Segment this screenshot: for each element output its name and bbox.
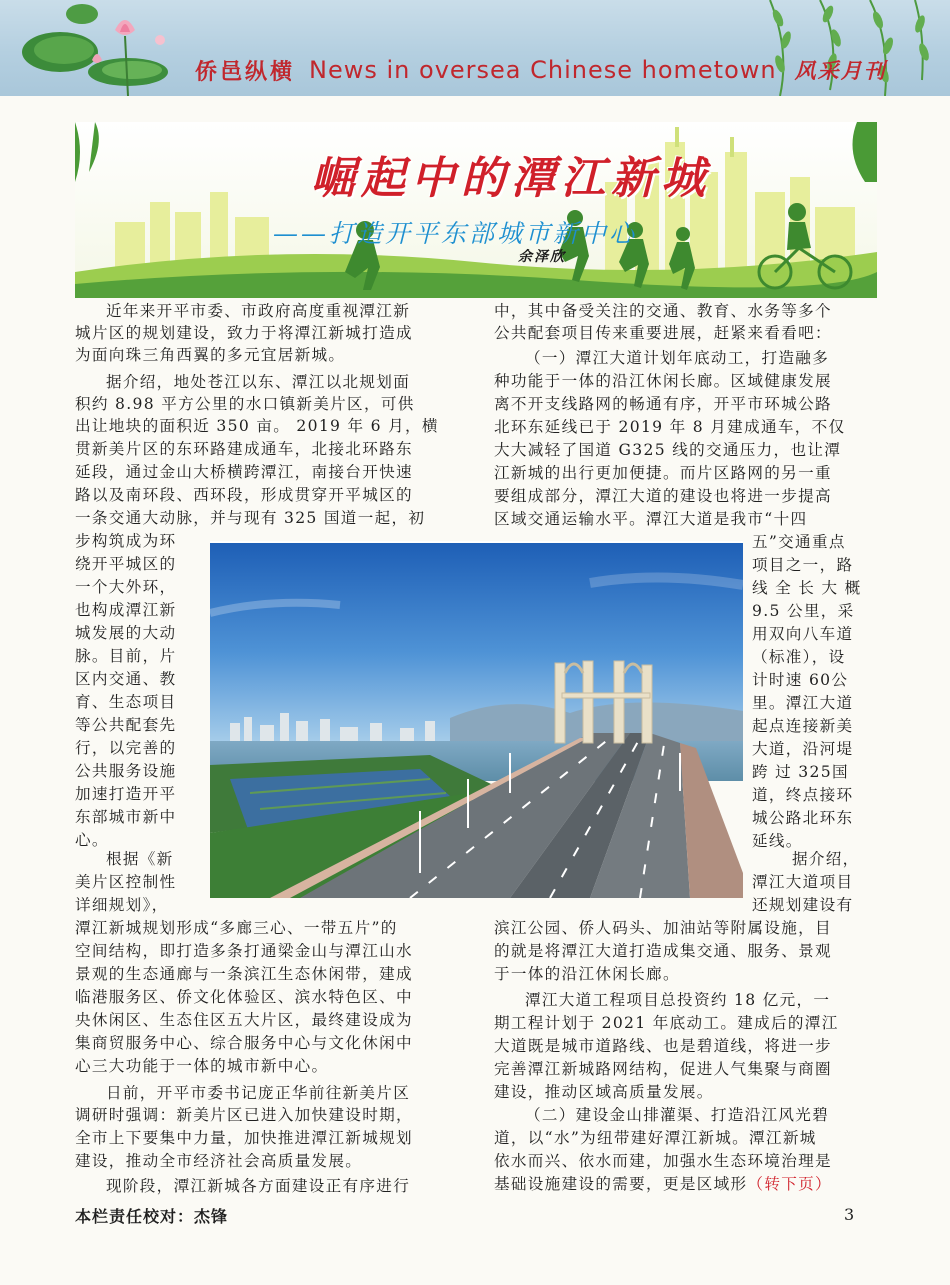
body-text-line: 公共服务设施: [75, 762, 177, 780]
body-text-line: 步构筑成为环: [75, 532, 177, 550]
body-text-line: 延段，通过金山大桥横跨潭江，南接台开快速: [75, 463, 413, 481]
body-text-line: 里。潭江大道: [752, 694, 854, 712]
body-text-line: （二）建设金山排灌渠、打造沿江风光碧: [525, 1106, 830, 1124]
body-text-line: 近年来开平市委、市政府高度重视潭江新: [106, 302, 411, 320]
body-text-line: 计时速 60公: [752, 671, 849, 689]
body-text-line: （标准），设: [752, 648, 846, 666]
column-name-english: News in oversea Chinese hometown: [309, 56, 777, 84]
editor-credit: 本栏责任校对：杰锋: [75, 1207, 229, 1226]
column-name: 侨邑纵横: [195, 59, 296, 85]
article-subtitle: ——打造开平东部城市新中心: [273, 219, 638, 248]
body-text-line: 路以及南环段、西环段，形成贯穿开平城区的: [75, 486, 413, 504]
body-text-line: 临港服务区、侨文化体验区、滨水特色区、中: [75, 988, 413, 1006]
body-text-line: 种功能于一体的沿江休闲长廊。区域健康发展: [494, 372, 832, 390]
body-text-line: 滨江公园、侨人码头、加油站等附属设施，目: [494, 919, 832, 937]
body-text-line: （一）潭江大道计划年底动工，打造融多: [525, 349, 830, 367]
body-text-line: 还规划建设有: [752, 896, 854, 914]
body-text-line: 行，以完善的: [75, 739, 177, 757]
magazine-name: 风采月刊: [794, 59, 887, 83]
body-text-line: 城片区的规划建设，致力于将潭江新城打造成: [75, 324, 413, 342]
body-text-line: 期工程计划于 2021 年底动工。建成后的潭江: [494, 1014, 839, 1032]
body-text-line: 依水而兴、依水而建，加强水生态环境治理是: [494, 1152, 832, 1170]
article-banner: [75, 122, 877, 298]
body-text-line: 城公路北环东: [752, 809, 854, 827]
body-text-line: 的就是将潭江大道打造成集交通、服务、景观: [494, 942, 832, 960]
body-text-line: 心三大功能于一体的城市新中心。: [75, 1057, 329, 1075]
body-text-line: 公共配套项目传来重要进展，赶紧来看看吧：: [494, 324, 832, 342]
body-text-line: 北环东延线已于 2019 年 8 月建成通车，不仅: [494, 418, 846, 436]
body-text-line: 央休闲区、生态住区五大片区，最终建设成为: [75, 1011, 413, 1029]
article-author: 余泽欣: [518, 249, 566, 265]
body-text-line: 一个大外环，: [75, 578, 177, 596]
body-text-line: 区域交通运输水平。潭江大道是我市“十四: [494, 510, 808, 528]
body-text-line: 根据《新: [106, 850, 174, 868]
body-text-line: 潭江大道项目: [752, 873, 854, 891]
body-text-line: 为面向珠三角西翼的多元宜居新城。: [75, 346, 346, 364]
body-text-line: 大道，沿河堤: [752, 740, 854, 758]
body-text-line: 贯新美片区的东环路建成通车，北接北环路东: [75, 440, 413, 458]
body-text-line: 区内交通、教: [75, 670, 177, 688]
page-header: [0, 0, 950, 96]
body-text-line: 积约 8.98 平方公里的水口镇新美片区，可供: [75, 395, 415, 413]
body-text-line: 详细规划》，: [75, 896, 169, 914]
body-text-line: 江新城的出行更加便捷。而片区路网的另一重: [494, 464, 832, 482]
body-text-line: 9.5 公里，采: [752, 602, 855, 620]
body-text-line: 项目之一，路: [752, 556, 854, 574]
bridge-photo: [210, 541, 743, 898]
body-text-line: 据介绍，: [792, 850, 860, 868]
body-text-line: 于一体的沿江休闲长廊。: [494, 965, 680, 983]
body-text-line: 集商贸服务中心、综合服务中心与文化休闲中: [75, 1034, 413, 1052]
body-text-line: 现阶段，潭江新城各方面建设正有序进行: [106, 1177, 411, 1195]
body-text-line: 出让地块的面积近 350 亩。 2019 年 6 月，横: [75, 417, 439, 435]
body-text-line: 建设，推动全市经济社会高质量发展。: [75, 1152, 363, 1170]
body-text-line: 线 全 长 大 概: [752, 579, 862, 597]
continued-note: （转下页）: [747, 1175, 832, 1193]
body-text-line: 潭江新城规划形成“多廊三心、一带五片”的: [75, 919, 398, 937]
body-text-line: 潭江大道工程项目总投资约 18 亿元，一: [525, 991, 831, 1009]
body-text-line: 东部城市新中: [75, 808, 177, 826]
body-text-line: 要组成部分，潭江大道的建设也将进一步提高: [494, 487, 832, 505]
body-text-line: 育、生态项目: [75, 693, 177, 711]
body-text-line: 用双向八车道: [752, 625, 854, 643]
body-text-line: 也构成潭江新: [75, 601, 177, 619]
body-text-line: 一条交通大动脉，并与现有 325 国道一起，初: [75, 509, 426, 527]
body-text-line: 调研时强调：新美片区已进入加快建设时期，: [75, 1106, 413, 1124]
body-text-line: 建设，推动区域高质量发展。: [494, 1083, 714, 1101]
body-text-line: 道，以“水”为纽带建好潭江新城。潭江新城: [494, 1129, 817, 1147]
body-text-line: 延线。: [752, 832, 803, 850]
body-text-line: 大大减轻了国道 G325 线的交通压力，也让潭: [494, 441, 842, 459]
body-text-fragment: 基础设施建设的需要，更是区域形: [494, 1175, 748, 1193]
page-number: 3: [844, 1205, 855, 1224]
body-text-line: 城发展的大动: [75, 624, 177, 642]
body-text-line: 绕开平城区的: [75, 555, 177, 573]
body-text-line: 加速打造开平: [75, 785, 177, 803]
body-text-line: 美片区控制性: [75, 873, 177, 891]
body-text-line: 据介绍，地处苍江以东、潭江以北规划面: [106, 373, 411, 391]
body-text-line: [494, 1173, 832, 1195]
body-text-line: 空间结构，即打造多条打通梁金山与潭江山水: [75, 942, 413, 960]
body-text-line: 全市上下要集中力量，加快推进潭江新城规划: [75, 1129, 413, 1147]
body-text-line: 脉。目前，片: [75, 647, 177, 665]
body-text-line: 日前，开平市委书记庞正华前往新美片区: [106, 1084, 411, 1102]
body-text-line: 中，其中备受关注的交通、教育、水务等多个: [494, 302, 832, 320]
body-text-line: 大道既是城市道路线、也是碧道线，将进一步: [494, 1037, 832, 1055]
body-text-line: 景观的生态通廊与一条滨江生态休闲带，建成: [75, 965, 413, 983]
body-text-line: 离不开支线路网的畅通有序，开平市环城公路: [494, 395, 832, 413]
body-text-line: 五”交通重点: [752, 533, 846, 551]
body-text-line: 心。: [75, 831, 109, 849]
body-text-line: 等公共配套先: [75, 716, 177, 734]
article-title: 崛起中的潭江新城: [311, 153, 711, 204]
body-text-line: 完善潭江新城路网结构，促进人气集聚与商圈: [494, 1060, 832, 1078]
body-text-line: 起点连接新美: [752, 717, 854, 735]
body-text-line: 道，终点接环: [752, 786, 854, 804]
body-text-line: 跨 过 325国: [752, 763, 849, 781]
